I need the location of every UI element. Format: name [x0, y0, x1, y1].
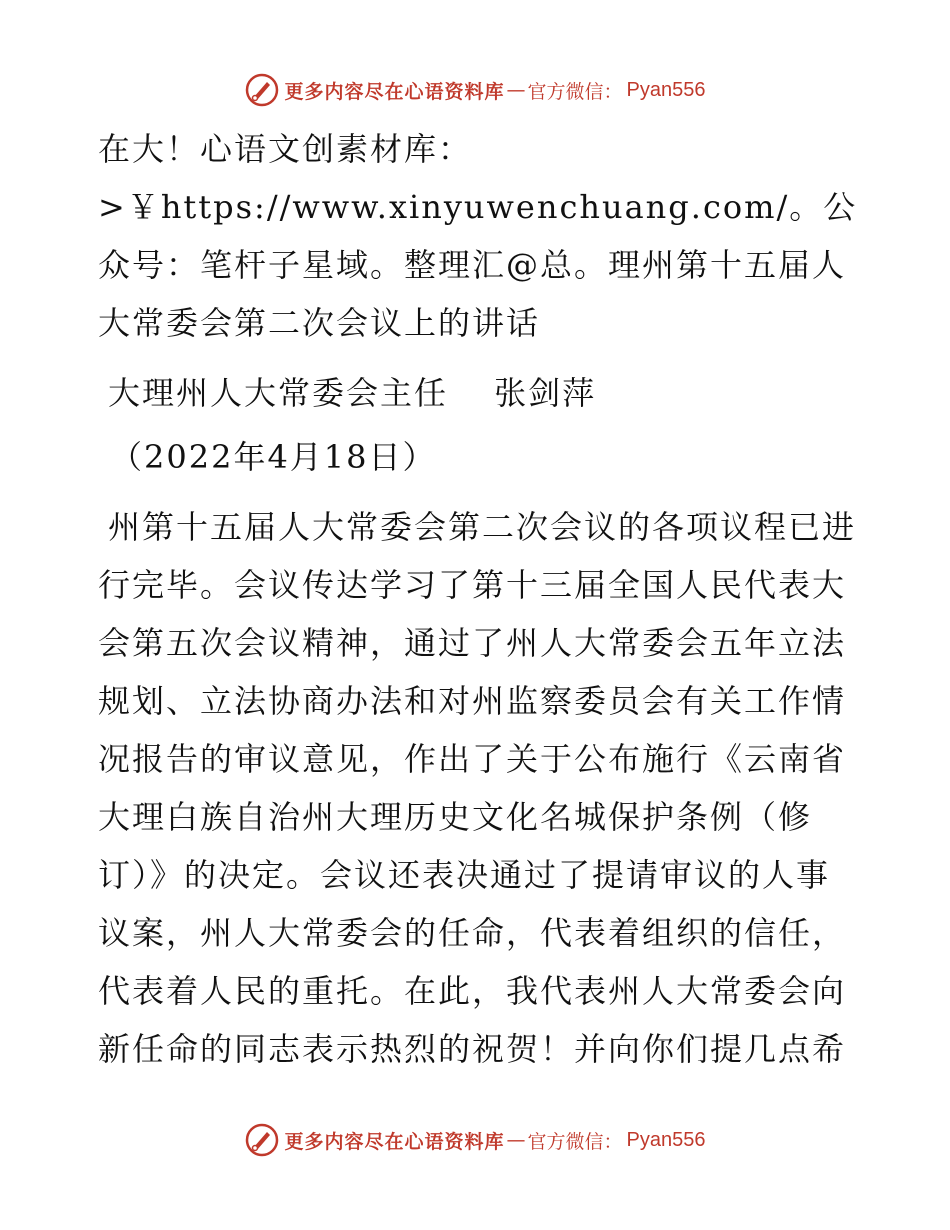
- pen-logo-icon: [245, 1123, 279, 1157]
- watermark-separator: —: [506, 79, 526, 101]
- watermark-wechat-id: Pyan556: [626, 78, 706, 101]
- top-watermark-banner: [0, 68, 950, 112]
- document-content: [98, 120, 858, 1078]
- watermark-official-label: 官方微信：: [527, 80, 623, 103]
- document-body: 州第十五届人大常委会第二次会议的各项议程已进行完毕。会议传达学习了第十三届全国人民代表大会第五次会议精神，通过了州人大常委会五年立法规划、立法协商办法和对州监察委员会有关工作情况报告的审议意见，作出了关于公布施行《云南省大理白族自治州大理历史文化名城保护条例（修订）》的决定。会议还表决通过了提请审议的人事议案，州人大常委会的任命，代表着组织的信任，代表着人民的重托。在此，我代表州人大常委会向新任命的同志表示热烈的祝贺！并向你们提几点希: [98, 508, 857, 1068]
- document-header: 在大！心语文创素材库：>￥https://www.xinyuwenchuang.com/。公众号：笔杆子星域。整理汇@总。理州第十五届人大常委会第二次会议上的讲话: [98, 130, 858, 342]
- watermark-site-text: 更多内容尽在心语资料库: [284, 80, 505, 103]
- document-author: 大理州人大常委会主任 张剑萍: [108, 374, 597, 412]
- watermark-site-text: 更多内容尽在心语资料库: [284, 1130, 505, 1153]
- bottom-watermark-banner: [0, 1118, 950, 1162]
- watermark-official-label: 官方微信：: [527, 1130, 623, 1153]
- document-date: （2022年4月18日）: [110, 438, 437, 476]
- watermark-wechat-id: Pyan556: [626, 1128, 706, 1151]
- watermark-separator: —: [506, 1129, 526, 1151]
- pen-logo-icon: [245, 73, 279, 107]
